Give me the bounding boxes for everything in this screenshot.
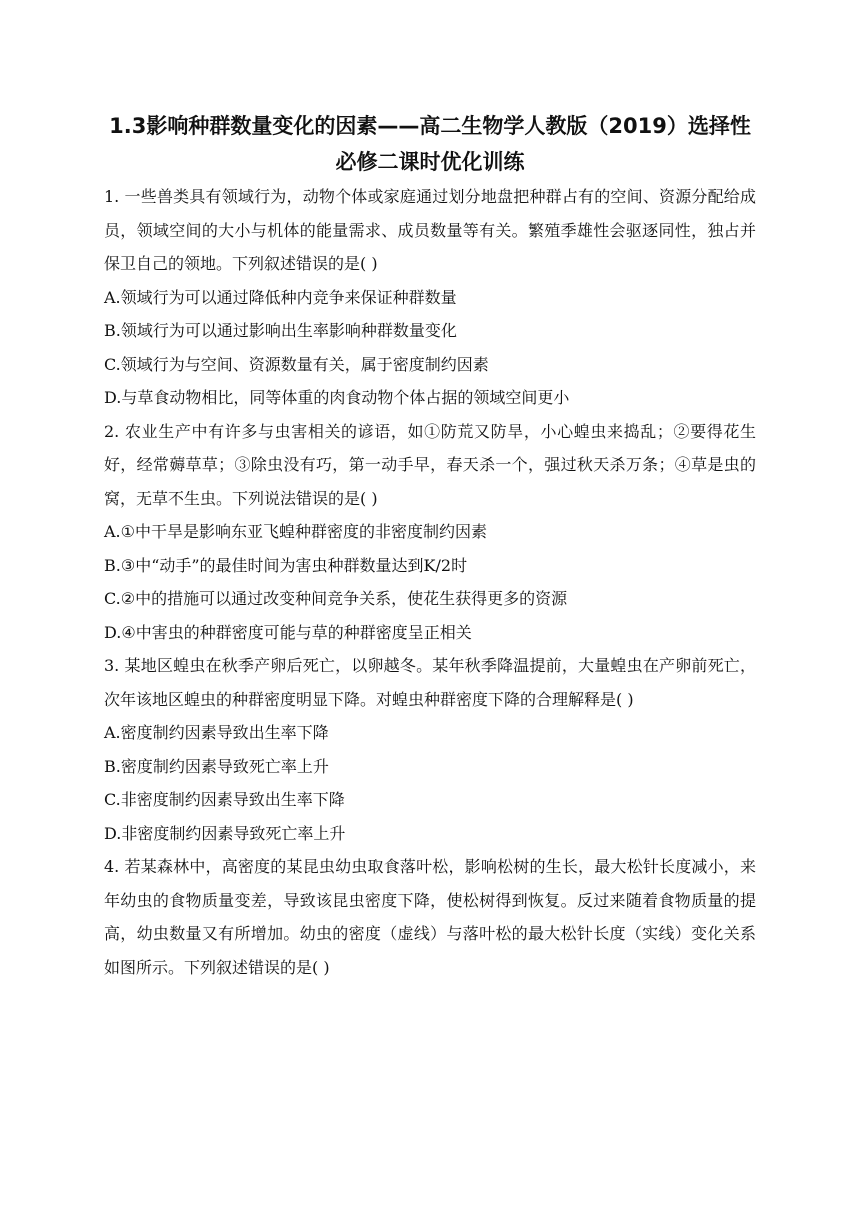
option-d: D.非密度制约因素导致死亡率上升: [104, 823, 346, 843]
option-a: A.①中干旱是影响东亚飞蝗种群密度的非密度制约因素: [104, 522, 487, 541]
option-a: A.领域行为可以通过降低种内竞争来保证种群数量: [104, 287, 457, 307]
title-line-1: 1.3影响种群数量变化的因素——高二生物学人教版（2019）选择性: [109, 114, 751, 138]
option-c: C.②中的措施可以通过改变种间竞争关系，使花生获得更多的资源: [104, 589, 568, 608]
question-stem: 3. 某地区蝗虫在秋季产卵后死亡，以卵越冬。某年秋季降温提前，大量蝗虫在产卵前死亡，次年该地区蝗虫的种群密度明显下降。对蝗虫种群密度下降的合理解释是( ): [104, 656, 756, 709]
question-1: [104, 180, 756, 415]
question-3: [104, 649, 756, 850]
question-stem: 1. 一些兽类具有领域行为，动物个体或家庭通过划分地盘把种群占有的空间、资源分配给成员，领域空间的大小与机体的能量需求、成员数量等有关。繁殖季雄性会驱逐同性，独占并保卫自己的领地。下列叙述错误的是( ): [104, 187, 756, 273]
option-b: B.密度制约因素导致死亡率上升: [104, 756, 329, 776]
option-b: B.领域行为可以通过影响出生率影响种群数量变化: [104, 321, 457, 340]
document-title: [84, 108, 776, 180]
option-d: D.④中害虫的种群密度可能与草的种群密度呈正相关: [104, 622, 472, 642]
question-4: [104, 850, 756, 984]
question-2: [104, 415, 756, 650]
option-b: B.③中“动手”的最佳时间为害虫种群数量达到K/2时: [104, 555, 468, 575]
option-c: C.非密度制约因素导致出生率下降: [104, 790, 345, 809]
question-stem: 4. 若某森林中，高密度的某昆虫幼虫取食落叶松，影响松树的生长，最大松针长度减小，来年幼虫的食物质量变差，导致该昆虫密度下降，使松树得到恢复。反过来随着食物质量的提高，幼虫数量又有所增加。幼虫的密度（虚线）与落叶松的最大松针长度（实线）变化关系如图所示。下列叙述错误的是( ): [104, 857, 756, 977]
option-a: A.密度制约因素导致出生率下降: [104, 723, 329, 742]
title-line-2: 必修二课时优化训练: [335, 150, 525, 174]
option-d: D.与草食动物相比，同等体重的肉食动物个体占据的领域空间更小: [104, 388, 570, 407]
document-page: [104, 108, 756, 984]
option-c: C.领域行为与空间、资源数量有关，属于密度制约因素: [104, 354, 489, 374]
question-stem: 2. 农业生产中有许多与虫害相关的谚语，如①防荒又防旱，小心蝗虫来捣乱；②要得花生好，经常薅草草；③除虫没有巧，第一动手早，春天杀一个，强过秋天杀万条；④草是虫的窝，无草不生虫。下列说法错误的是( ): [104, 421, 756, 508]
